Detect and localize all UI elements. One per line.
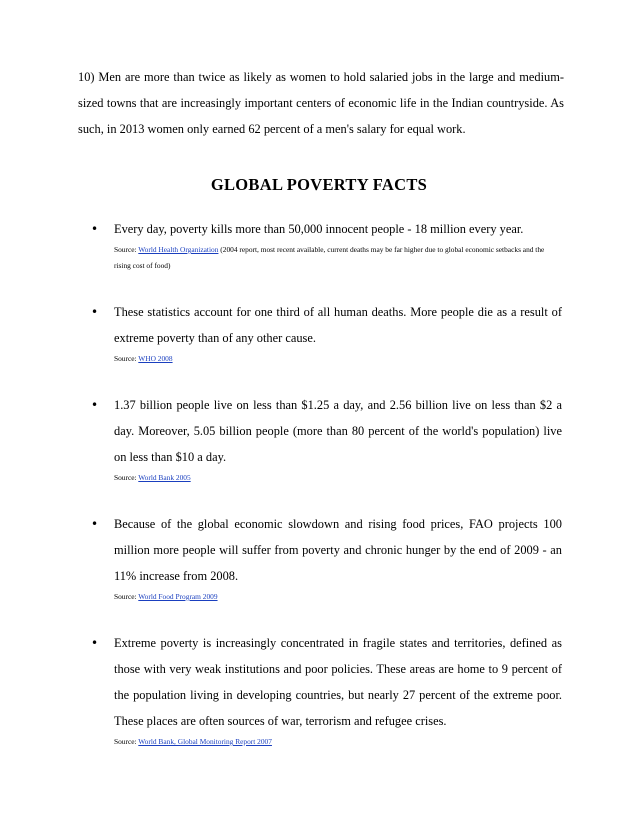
bullet-icon: • xyxy=(91,222,99,236)
bullet-icon: • xyxy=(91,517,99,531)
list-item xyxy=(0,630,562,750)
fact-source xyxy=(114,589,562,605)
facts-list xyxy=(0,216,638,775)
bullet-icon: • xyxy=(91,398,99,412)
list-item xyxy=(0,511,562,605)
list-item xyxy=(0,299,562,367)
source-link[interactable]: World Food Program 2009 xyxy=(138,592,218,601)
source-link[interactable]: World Bank 2005 xyxy=(138,473,191,482)
source-link[interactable]: World Health Organization xyxy=(138,245,219,254)
fact-source xyxy=(114,734,562,750)
fact-source xyxy=(114,351,562,367)
source-link[interactable]: WHO 2008 xyxy=(138,354,173,363)
intro-paragraph: 10) Men are more than twice as likely as women to hold salaried jobs in the large and medium-sized towns that are increasingly important centers of economic life in the Indian countryside. As such, in 2013 women only earned 62 percent of a men's salary for equal work. xyxy=(78,70,564,136)
fact-text: Because of the global economic slowdown and rising food prices, FAO projects 100 million more people will suffer from poverty and chronic hunger by the end of 2009 - an 11% increase from 2008. xyxy=(114,517,562,583)
fact-text: Every day, poverty kills more than 50,000 innocent people - 18 million every year. xyxy=(114,222,524,236)
list-item xyxy=(0,392,562,486)
fact-source xyxy=(114,242,562,274)
source-label: Source: xyxy=(114,737,137,746)
source-link[interactable]: World Bank, Global Monitoring Report 2007 xyxy=(138,737,272,746)
section-heading: GLOBAL POVERTY FACTS xyxy=(210,175,428,194)
fact-source xyxy=(114,470,562,486)
fact-text: These statistics account for one third of all human deaths. More people die as a result of extreme poverty than of any other cause. xyxy=(114,305,562,345)
fact-text: 1.37 billion people live on less than $1.25 a day, and 2.56 billion live on less than $2 a day. Moreover, 5.05 billion people (more than 80 percent of the world's population) live on less than $10 a day. xyxy=(114,398,562,464)
source-label: Source: xyxy=(114,473,137,482)
fact-text: Extreme poverty is increasingly concentrated in fragile states and territories, defined as those with very weak institutions and poor policies. These areas are home to 9 percent of the population living in developing countries, but nearly 27 percent of the extreme poor. These places are often sources of war, terrorism and refugee crises. xyxy=(114,636,562,728)
source-label: Source: xyxy=(114,354,137,363)
source-label: Source: xyxy=(114,245,137,254)
source-label: Source: xyxy=(114,592,137,601)
bullet-icon: • xyxy=(91,636,99,650)
list-item xyxy=(0,216,562,274)
source-note: (2004 report, most recent available, current deaths may be far higher due to global economic setbacks and the rising cost of food) xyxy=(114,245,545,270)
bullet-icon: • xyxy=(91,305,99,319)
